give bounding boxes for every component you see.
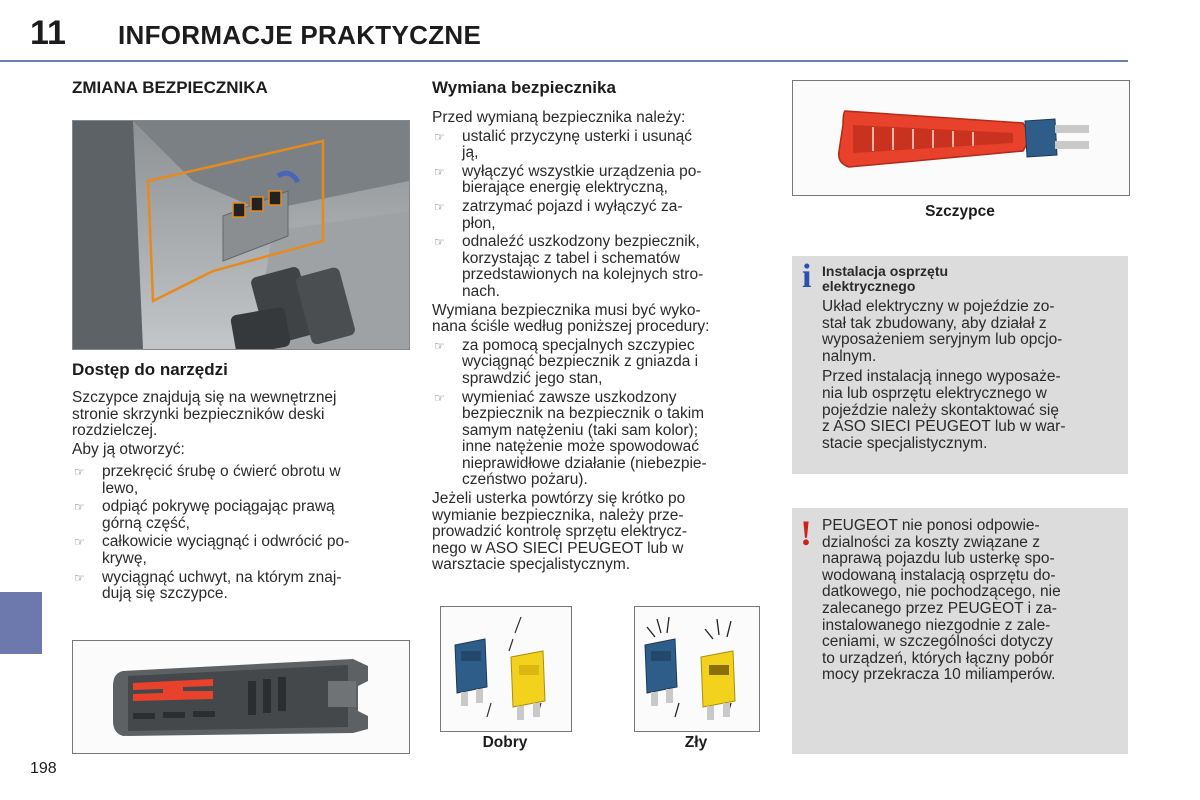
text-line: datkowego, nie pochodzącego, nie xyxy=(822,583,1061,601)
text-line: ceniami, w szczególności dotyczy xyxy=(822,633,1053,651)
chapter-side-tab xyxy=(0,592,42,654)
list-item: ☞ wyłączyć wszystkie urządzenia po- bierające energię elektryczną, xyxy=(434,162,702,197)
text-line: mocy przekracza 10 miliamperów. xyxy=(822,666,1056,684)
text-line: Przed instalacją innego wyposaże- xyxy=(822,368,1061,386)
text-line: nego w ASO SIECI PEUGEOT lub w xyxy=(432,539,684,557)
chapter-number: 11 xyxy=(30,14,66,52)
text-line: PEUGEOT nie ponosi odpowie- xyxy=(822,517,1040,534)
warning-box xyxy=(792,508,1128,754)
text-line: naprawą pojazdu lub usterkę spo- xyxy=(822,550,1055,568)
good-fuse-image xyxy=(440,606,572,732)
header-rule xyxy=(0,60,1128,62)
text-line: Jeżeli usterka powtórzy się krótko po xyxy=(432,490,686,508)
bad-fuse-image xyxy=(634,606,760,732)
procedure-steps-list xyxy=(432,338,768,489)
info-paragraph-2 xyxy=(822,369,1118,452)
text-line: stronie skrzynki bezpieczników deski xyxy=(72,405,325,423)
page-number: 198 xyxy=(30,760,57,777)
text-line: z ASO SIECI PEUGEOT lub w war- xyxy=(822,418,1066,436)
section-title-fuse-change: ZMIANA BEZPIECZNIKA xyxy=(72,78,268,97)
info-box xyxy=(792,256,1128,474)
warning-content xyxy=(822,518,1120,684)
text-line: instalowanego niezgodnie z zale- xyxy=(822,616,1051,634)
text-line: Szczypce znajdują się na wewnętrznej xyxy=(72,389,337,406)
intro-text: Przed wymianą bezpiecznika należy: xyxy=(432,109,686,126)
before-steps-list xyxy=(432,129,768,301)
section-title-fuse-replacement: Wymiana bezpiecznika xyxy=(432,78,616,97)
text-line: nana ściśle według poniższej procedury: xyxy=(432,318,710,336)
text-line: to urządzeń, których łączny pobór xyxy=(822,649,1054,667)
info-title: Instalacja osprzętu elektrycznego xyxy=(822,263,949,294)
list-item: ☞ zatrzymać pojazd i wyłączyć za- płon, xyxy=(434,197,683,232)
access-paragraph xyxy=(72,390,408,458)
text-line: pojeździe należy skontaktować się xyxy=(822,401,1059,419)
pointing-hand-icon: ☞ xyxy=(74,465,85,479)
text-line: dzialności za koszty związane z xyxy=(822,533,1040,551)
list-item: ☞ odpiąć pokrywę pociągając prawą górną część, xyxy=(74,498,335,532)
closing-paragraph xyxy=(432,491,768,574)
text-line: stacie specjalistycznym. xyxy=(822,434,988,452)
good-fuse-caption: Dobry xyxy=(482,734,528,751)
pointing-hand-icon: ☞ xyxy=(434,338,445,353)
text-line: nalnym. xyxy=(822,347,877,365)
procedure-paragraph xyxy=(432,303,768,336)
pointing-hand-icon: ☞ xyxy=(74,535,85,550)
list-item: ☞ wyciągnąć uchwyt, na którym znaj- dują się szczypce. xyxy=(74,568,342,603)
fuse-pliers-illustration xyxy=(793,81,1129,195)
pointing-hand-icon: ☞ xyxy=(434,129,445,144)
tool-holder-image xyxy=(72,640,410,754)
list-item: ☞ odnaleźć uszkodzony bezpiecznik, korzystając z tabel i schematów przedstawionych na kolejnych stro- nach. xyxy=(434,233,704,300)
pointing-hand-icon: ☞ xyxy=(74,570,85,585)
warning-icon: ! xyxy=(800,513,812,553)
text-line: wymianie bezpiecznika, należy prze- xyxy=(432,506,684,524)
text-line: warsztacie specjalistycznym. xyxy=(432,556,631,574)
text-line: rozdzielczej. xyxy=(72,422,158,440)
list-item: ☞ za pomocą specjalnych szczypiec wyciągnąć bezpiecznik z gniazda i sprawdzić jego stan, xyxy=(434,336,699,387)
pointing-hand-icon: ☞ xyxy=(434,390,445,405)
list-item: ☞ ustalić przyczynę usterki i usunąć ją, xyxy=(434,127,693,162)
middle-text-column xyxy=(432,110,768,574)
list-item: ☞ przekręcić śrubę o ćwierć obrotu w lewo, xyxy=(74,463,341,497)
text-line: wyposażeniem seryjnym lub opcjo- xyxy=(822,331,1063,349)
tool-holder-illustration xyxy=(73,641,409,753)
opening-steps-list xyxy=(72,464,408,605)
text-line: stał tak zbudowany, aby działał z xyxy=(822,314,1047,332)
good-fuse-illustration xyxy=(441,607,571,731)
text-line: prowadzić kontrolę sprzętu elektrycz- xyxy=(432,523,687,541)
text-line: Wymiana bezpiecznika musi być wyko- xyxy=(432,301,701,319)
info-icon: i xyxy=(802,258,812,295)
chapter-title: INFORMACJE PRAKTYCZNE xyxy=(118,20,482,50)
text-line: zalecanego przez PEUGEOT i za- xyxy=(822,599,1057,617)
pliers-caption: Szczypce xyxy=(925,203,995,220)
section-title-tool-access: Dostęp do narzędzi xyxy=(72,360,228,379)
pliers-image xyxy=(792,80,1130,196)
dashboard-fusebox-photo xyxy=(72,120,410,350)
info-paragraph-1 xyxy=(822,299,1118,365)
pointing-hand-icon: ☞ xyxy=(434,235,445,250)
pointing-hand-icon: ☞ xyxy=(434,199,445,214)
text-line: Układ elektryczny w pojeździe zo- xyxy=(822,298,1055,315)
bad-fuse-caption: Zły xyxy=(684,734,708,751)
text-line: nia lub osprzętu elektrycznego w xyxy=(822,384,1047,402)
pointing-hand-icon: ☞ xyxy=(74,500,85,515)
bad-fuse-illustration xyxy=(635,607,759,731)
list-item: ☞ całkowicie wyciągnąć i odwrócić po- krywę, xyxy=(74,533,350,567)
text-line: wodowaną instalacją osprzętu do- xyxy=(822,566,1056,584)
text-line: Aby ją otworzyć: xyxy=(72,440,185,458)
pointing-hand-icon: ☞ xyxy=(434,164,445,179)
list-item: ☞ wymieniać zawsze uszkodzony bezpiecznik na bezpiecznik o takim samym natężeniu (taki sam kolor); inne natężenie może spowodować nieprawidłowe działanie (niebezpie- czeństwo pożaru). xyxy=(434,388,707,489)
info-content xyxy=(822,264,1118,452)
dashboard-illustration xyxy=(73,121,409,349)
